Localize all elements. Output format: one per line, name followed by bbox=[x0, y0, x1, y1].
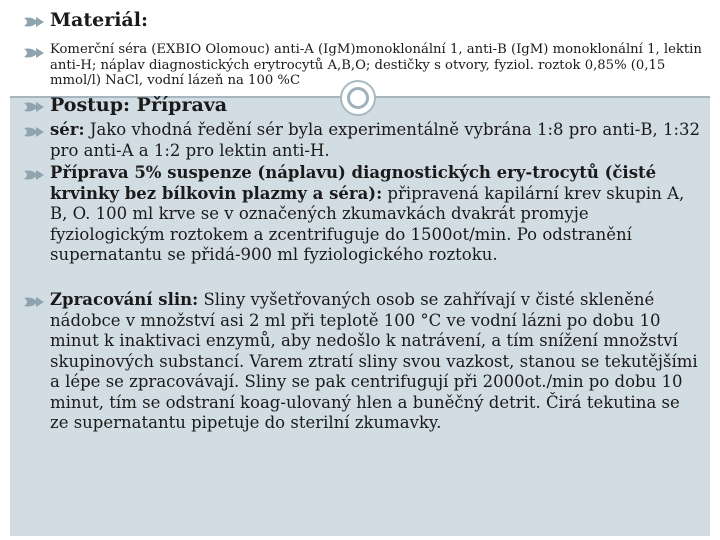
bullet-material-label: Materiál: bbox=[50, 9, 148, 31]
arrow-bullet-icon bbox=[22, 292, 50, 312]
bullet-komercni-text: anti-A (IgM)monoklonální 1, anti-B (IgM) monoklonální 1, lektin anti-H; náplav diagnostických erytrocytů A,B,O; destičky s otvory, fyziol. roztok 0,85% (0,15 mmol/l) NaCl, vodní lázeň na 100 %C bbox=[50, 42, 702, 88]
arrow-bullet-icon bbox=[22, 165, 50, 185]
bullet-ser-text: Jako vhodná ředění sér byla experimentálně vybrána 1:8 pro anti-B, 1:32 pro anti-A a 1:2 pro lektin anti-H. bbox=[50, 120, 701, 160]
arrow-bullet-icon bbox=[22, 43, 50, 63]
bullet-ser-label: sér: bbox=[50, 120, 85, 139]
arrow-bullet-icon bbox=[22, 122, 50, 142]
bullet-postup-label: Postup: Příprava bbox=[50, 94, 228, 116]
bullet-priprava-text: připravená kapilární krev skupin A, B, O. 100 ml krve se v označených zkumavkách dvakrát promyje fyziologickým roztokem a zcentrifuguje do 1500ot/min. Po odstranění supernatantu se přidá-900 ml fyziologického roztoku. bbox=[50, 183, 685, 264]
bullet-priprava-label: Příprava 5% suspenze (náplavu) diagnostických ery-trocytů (čisté krvinky bez bílkovin plazmy a séra): bbox=[50, 163, 657, 203]
bullet-zpracovani-text: Sliny vyšetřovaných osob se zahřívají v čisté skleněné nádobce v množství asi 2 ml při teplotě 100 °C ve vodní lázni po dobu 10 minut k inaktivaci enzymů, aby nedošlo k natrávení, a tím snížení množství skupinových substancí. Varem ztratí sliny svou vazkost, stanou se tekutějšími a lépe se zpracovávají. Sliny se pak centrifugují při 2000ot./min po dobu 10 minut, tím se odstraní koag-ulovaný hlen a buněčný detrit. Čirá tekutina se ze supernatantu pipetuje do sterilní zkumavky. bbox=[50, 290, 698, 432]
bullet-komercni-label: Komerční séra (EXBIO Olomouc) bbox=[50, 42, 270, 57]
arrow-bullet-icon bbox=[22, 12, 50, 32]
arrow-bullet-icon bbox=[22, 97, 50, 117]
bullet-zpracovani-label: Zpracování slin: bbox=[50, 290, 199, 309]
